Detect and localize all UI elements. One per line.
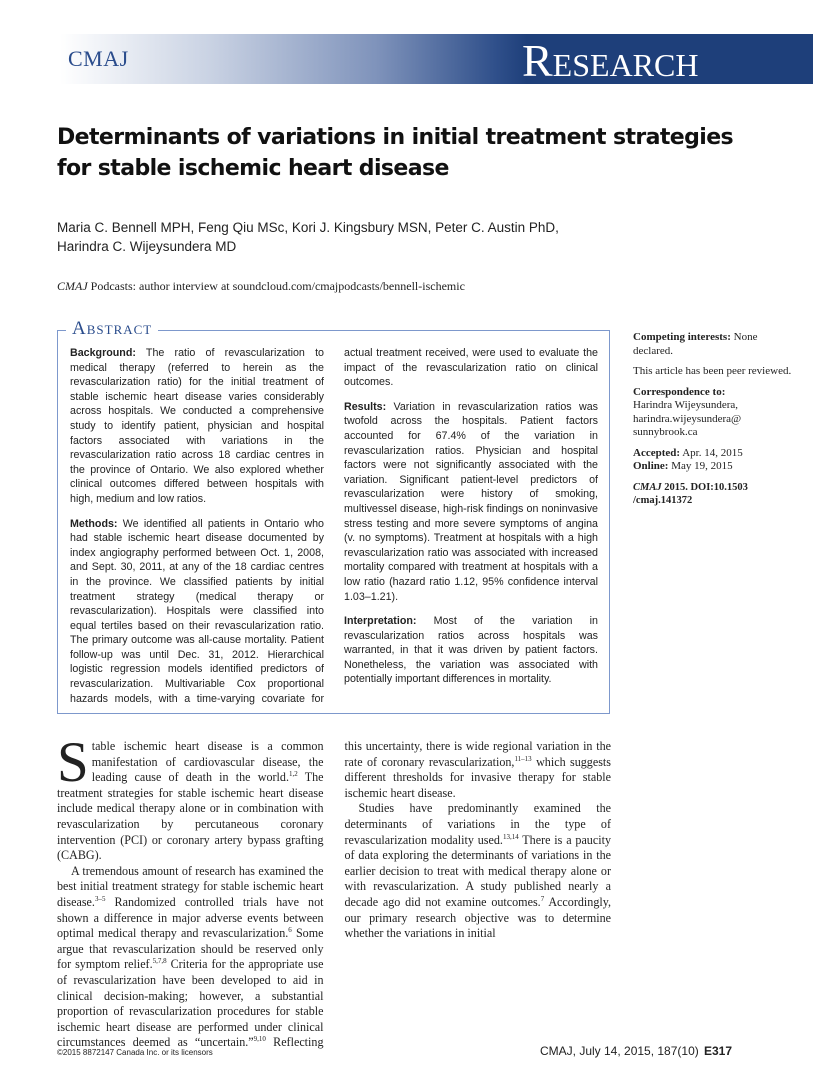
value: Apr. 14, 2015 bbox=[680, 446, 743, 459]
section-label: Background: bbox=[70, 347, 136, 359]
section-text: We identified all patients in Ontario who had stable ischemic heart disease documented by index angiography performed between Oct. 1, 2008, and Sept. 30, 2011, at any of the 18 cardiac centres in the province. We classified patients by initial treatment strategy (medical therapy or revascularization). Hospitals were classified into equal tertiles based on their revascularization ratio. The primary outcome was all-cause mortality. Patient follow-up was until Dec. 31, 2012. Hierarchical logistic regression models identified predictors of revascularization. Multivariable Cox proportional hazards models, with a time-varying covariate for actual treatment received, were used to evaluate the impact of the revascularization ratio on clinical outcomes. bbox=[70, 347, 598, 705]
body-paragraph bbox=[57, 731, 324, 864]
journal-citation: CMAJ, July 14, 2015, 187(10) bbox=[540, 1044, 699, 1058]
copyright: ©2015 8872147 Canada Inc. or its licensors bbox=[57, 1048, 213, 1057]
citation[interactable]: 13,14 bbox=[502, 832, 519, 841]
section-label: Methods: bbox=[70, 517, 118, 530]
section-text: Most of the variation in revascularization ratios across hospitals was warranted, in that it was driven by patient factors. Nonetheless, the variation was associated with potentially important differences in mortality. bbox=[344, 615, 598, 686]
podcast-link[interactable]: Podcasts: author interview at soundcloud.com/cmajpodcasts/bennell-ischemic bbox=[87, 279, 465, 293]
text: The treatment strategies for stable ischemic heart disease include medical therapy alone or in combination with revascularization by percutaneous coronary intervention (PCI) or coronary artery bypass grafting (CABG). bbox=[57, 770, 324, 863]
abstract-body bbox=[70, 346, 598, 708]
header-band bbox=[60, 34, 813, 84]
citation[interactable]: 6 bbox=[288, 926, 292, 935]
drop-cap: S bbox=[57, 731, 89, 794]
text: Reflecting this uncertainty, there is wide regional variation in the rate of coronary revascularization, bbox=[265, 739, 611, 1050]
correspondence bbox=[633, 386, 793, 440]
body-paragraph bbox=[345, 801, 612, 941]
citation[interactable]: 7 bbox=[540, 894, 545, 903]
podcast-line bbox=[57, 279, 465, 294]
value: May 19, 2015 bbox=[668, 460, 733, 472]
doi-citation bbox=[633, 481, 793, 508]
citation[interactable]: 9,10 bbox=[253, 1035, 266, 1044]
text: Randomized controlled trials have not shown a difference in major adverse events between optimal medical therapy and revascularization. bbox=[57, 894, 324, 941]
journal-logo: CMAJ bbox=[68, 46, 129, 71]
abstract-interpretation bbox=[344, 614, 598, 687]
text: Criteria for the appropriate use of revascularization have been developed to aid in clinical decision-making; however, a substantial proportion of revascularization procedures for stable ischemic heart disease are performed under clinical circumstances deemed as “uncertain.” bbox=[57, 957, 324, 1050]
text: Accordingly, our primary research objective was to determine whether the variations in initial bbox=[344, 894, 612, 941]
label: Accepted: bbox=[633, 446, 681, 459]
label: Correspondence to: bbox=[633, 385, 726, 398]
email-link[interactable]: harindra.wijeysundera@ sunnybrook.ca bbox=[633, 412, 742, 438]
value: None declared. bbox=[633, 331, 758, 357]
podcast-journal: CMAJ bbox=[57, 279, 88, 293]
section-label: Interpretation: bbox=[344, 615, 417, 628]
article-body bbox=[57, 731, 612, 1057]
section-text: The ratio of revascularization to medical therapy (referred to herein as the revascularization ratio) for the initial treatment of stable ischemic heart disease varies considerably across hospitals. We conducted a comprehensive study to identify patient, physician and hospital factors associated with variations in the revascularization ratio across 18 cardiac centres in the province of Ontario. We also explored whether clinical outcomes differed between hospitals with high, medium and low ratios. bbox=[70, 347, 324, 505]
author-line: Harindra C. Wijeysundera MD bbox=[57, 239, 237, 254]
abstract-background bbox=[70, 346, 324, 507]
peer-review-note: This article has been peer reviewed. bbox=[633, 365, 792, 377]
dates bbox=[633, 447, 793, 474]
page-number: E317 bbox=[704, 1044, 733, 1058]
text: Studies have predominantly examined the determinants of variations in the type of revascularization modality used. bbox=[344, 801, 611, 847]
article-title: Determinants of variations in initial treatment strategies for stable ischemic heart disease bbox=[57, 125, 734, 181]
competing-interests bbox=[633, 331, 793, 358]
text: table ischemic heart disease is a common manifestation of cardiovascular disease, the leading cause of death in the world. bbox=[91, 739, 324, 785]
citation[interactable]: 1,2 bbox=[288, 770, 298, 779]
citation[interactable]: 5,7,8 bbox=[152, 957, 167, 966]
doi: 2015. DOI:10.1503 /cmaj.141372 bbox=[633, 481, 748, 506]
article-sidebar bbox=[633, 331, 793, 515]
author-line: Maria C. Bennell MPH, Feng Qiu MSc, Kori J. Kingsbury MSN, Peter C. Austin PhD, bbox=[57, 220, 559, 235]
text: There is a paucity of data exploring the determinants of variations in the earlier decision to treat with medical therapy alone or with revascularization. A study published nearly a decade ago did not examine outcomes. bbox=[344, 832, 611, 909]
label: Competing interests: bbox=[633, 331, 731, 343]
abstract-heading: Abstract bbox=[66, 318, 158, 340]
value: Harindra Wijeysundera, bbox=[633, 399, 739, 411]
text: Some argue that revascularization should be reserved only for symptom relief. bbox=[57, 926, 324, 972]
section-label: Results: bbox=[344, 400, 387, 413]
text: A tremendous amount of research has examined the best initial treatment strategy for stable ischemic heart disease. bbox=[57, 863, 324, 909]
author-list bbox=[57, 218, 657, 256]
abstract-results bbox=[344, 400, 598, 604]
section-label: Research bbox=[522, 35, 699, 86]
journal: CMAJ bbox=[633, 481, 662, 493]
text: which suggests different thresholds for invasive therapy for stable ischemic heart disease. bbox=[344, 754, 611, 800]
section-text: Variation in revascularization ratios was twofold across the hospitals. Patient factors accounted for 67.4% of the variation in revascularization ratios. Physician and hospital factors were not significantly associated with the variation. Significant patient-level predictors of revascularization were history of smoking, multivessel disease, high-risk findings on noninvasive stress testing and more severe symptoms of angina (v. no symptoms). Treatment at hospitals with a high revascularization ratio was associated with increased mortality compared with treatment at hospitals with a low ratio (hazard ratio 1.12, 95% confidence interval 1.03–1.21). bbox=[344, 400, 598, 603]
citation[interactable]: 3–5 bbox=[94, 894, 106, 903]
citation[interactable]: 11–13 bbox=[514, 754, 532, 763]
label: Online: bbox=[633, 460, 669, 472]
